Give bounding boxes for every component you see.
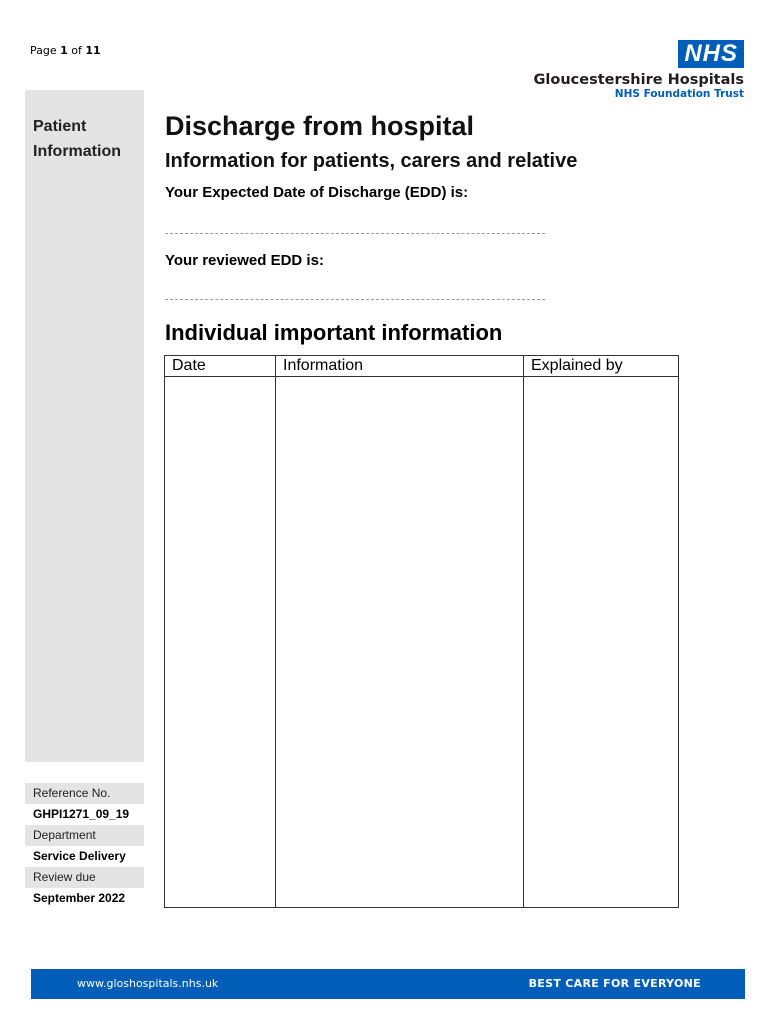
date-cell[interactable] — [165, 377, 276, 908]
footer-slogan: BEST CARE FOR EVERYONE — [528, 977, 701, 990]
column-header-information: Information — [276, 356, 524, 377]
org-name: Gloucestershire Hospitals — [533, 72, 744, 88]
footer-url: www.gloshospitals.nhs.uk — [77, 977, 219, 990]
nhs-logo — [514, 40, 744, 100]
info-table — [164, 355, 679, 908]
reviewed-edd-label: Your reviewed EDD is: — [165, 252, 324, 269]
footer-bar — [31, 969, 745, 999]
sidebar-label-line1: Patient — [33, 118, 87, 135]
page-of: of — [71, 44, 82, 57]
column-header-explained-by: Explained by — [524, 356, 679, 377]
page-current: 1 — [60, 44, 68, 57]
reference-value: GHPI1271_09_19 — [25, 804, 144, 825]
department-value: Service Delivery — [25, 846, 144, 867]
section-heading: Individual important information — [165, 320, 503, 345]
edd-fill-line[interactable] — [165, 233, 545, 234]
sidebar-label-line2: Information — [33, 143, 121, 160]
page-subtitle: Information for patients, carers and relative — [165, 150, 578, 172]
explained-by-cell[interactable] — [524, 377, 679, 908]
edd-label: Your Expected Date of Discharge (EDD) is: — [165, 184, 469, 201]
page-title: Discharge from hospital — [165, 111, 475, 141]
column-header-date: Date — [165, 356, 276, 377]
table-header-row — [165, 356, 679, 377]
nhs-badge: NHS — [678, 40, 744, 68]
sidebar — [25, 90, 144, 762]
sidebar-label — [33, 114, 121, 164]
information-cell[interactable] — [276, 377, 524, 908]
org-trust: NHS Foundation Trust — [614, 88, 744, 100]
reviewed-edd-fill-line[interactable] — [165, 299, 545, 300]
page-total: 11 — [85, 44, 101, 57]
document-meta — [25, 783, 144, 909]
page-number — [30, 44, 101, 57]
page-label: Page — [30, 44, 57, 57]
table-row — [165, 377, 679, 908]
review-value: September 2022 — [25, 888, 144, 909]
review-label: Review due — [25, 867, 144, 888]
reference-label: Reference No. — [25, 783, 144, 804]
department-label: Department — [25, 825, 144, 846]
